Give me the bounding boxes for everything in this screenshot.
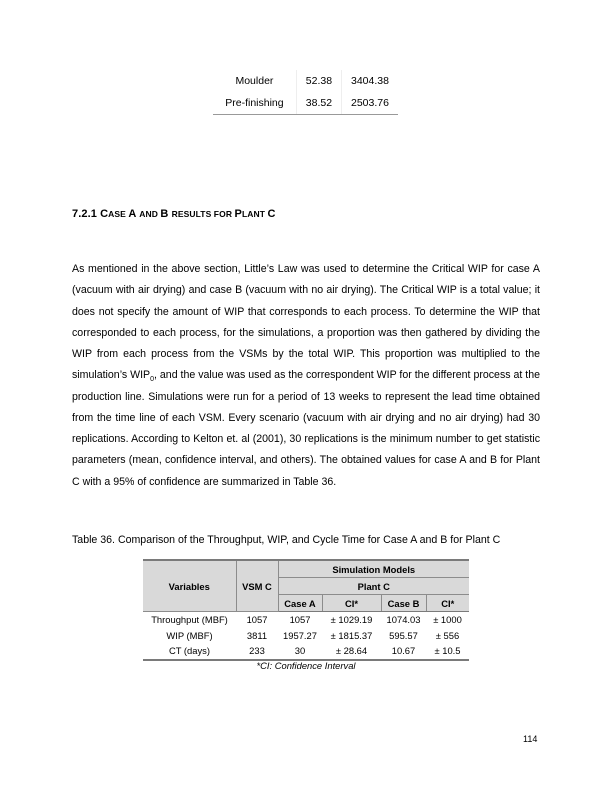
title-part: C bbox=[100, 208, 109, 220]
body-paragraph bbox=[72, 259, 540, 493]
table-row bbox=[143, 612, 469, 628]
section-title bbox=[100, 208, 275, 220]
header-case-a: Case A bbox=[278, 595, 322, 612]
header-variables: Variables bbox=[143, 560, 236, 612]
title-part: C bbox=[267, 208, 276, 220]
cell-ci: ± 10.5 bbox=[426, 643, 469, 660]
table-row bbox=[143, 643, 469, 660]
page-number: 114 bbox=[523, 734, 538, 744]
title-part: P bbox=[234, 208, 242, 220]
cell-case-a: 1057 bbox=[289, 614, 311, 626]
cell-variable: Throughput (MBF) bbox=[151, 614, 228, 626]
cell-case-a: 30 bbox=[278, 643, 322, 660]
title-part: AND bbox=[139, 209, 161, 219]
paragraph-text: As mentioned in the above section, Little’s Law was used to determine the Critical WIP for case A (vacuum with air drying) and case B (vacuum with no air drying). The Critical WIP is a total value; it does not specify the amount of WIP that corresponds to each process. To determine the WIP that corresponded to each process, for the simulations, a proportion was then gathered by dividing the WIP from each process from the VSMs by the total WIP. This proportion was multiplied to the simulation’s WIP bbox=[72, 263, 540, 382]
header-vsm: VSM C bbox=[236, 560, 278, 612]
value-1: 38.52 bbox=[296, 92, 341, 115]
title-part: B bbox=[160, 208, 172, 220]
header-case-b: Case B bbox=[381, 595, 426, 612]
title-part: LANT bbox=[241, 209, 268, 219]
continued-table bbox=[213, 70, 398, 115]
paragraph-text: , and the value was used as the correspondent WIP for the different process at the production line. Simulations were run for a period of 13 weeks to represent the lead time obtained from the time line of each VSM. Every scenario (vacuum with air drying and no air drying) had 30 replications. According to Kelton et. al (2001), 30 replications is the minimum number to get statistic parameters (mean, confidence interval, and others). The obtained values for case A and B for Plant C with a 95% of confidence are summarized in Table 36. bbox=[72, 369, 540, 488]
section-heading bbox=[72, 208, 276, 220]
header-simulation-models: Simulation Models bbox=[278, 560, 469, 578]
table-caption: Table 36. Comparison of the Throughput, WIP, and Cycle Time for Case A and B for Plant C bbox=[72, 534, 501, 546]
comparison-table bbox=[143, 559, 469, 661]
value-2: 3404.38 bbox=[341, 70, 398, 92]
cell-ci: ± 1029.19 bbox=[330, 614, 373, 626]
process-name: Moulder bbox=[235, 75, 274, 87]
cell-vsm: 1057 bbox=[246, 614, 268, 626]
cell-case-b: 595.57 bbox=[389, 629, 418, 641]
header-ci: CI* bbox=[426, 595, 469, 612]
cell-vsm: 3811 bbox=[246, 629, 268, 641]
header-plant: Plant C bbox=[278, 578, 469, 595]
cell-ci: ± 28.64 bbox=[322, 643, 381, 660]
process-name: Pre-finishing bbox=[213, 92, 296, 115]
table-footnote: *CI: Confidence Interval bbox=[256, 660, 356, 671]
cell-variable: WIP (MBF) bbox=[166, 629, 213, 641]
title-part: RESULTS FOR bbox=[171, 209, 235, 219]
header-row bbox=[143, 560, 469, 578]
subscript: 0 bbox=[150, 376, 155, 384]
cell-case-b: 10.67 bbox=[381, 643, 426, 660]
value-2: 2503.76 bbox=[341, 92, 398, 115]
cell-variable: CT (days) bbox=[143, 643, 236, 660]
table-row bbox=[213, 92, 398, 115]
table-row bbox=[213, 70, 398, 92]
value-1: 52.38 bbox=[296, 70, 341, 92]
title-part: ASE bbox=[108, 209, 129, 219]
cell-ci: ± 556 bbox=[435, 629, 460, 641]
cell-case-b: 1074.03 bbox=[386, 614, 421, 626]
title-part: A bbox=[128, 208, 140, 220]
cell-ci: ± 1815.37 bbox=[330, 629, 373, 641]
header-ci: CI* bbox=[322, 595, 381, 612]
cell-case-a: 1957.27 bbox=[283, 629, 317, 641]
cell-ci: ± 1000 bbox=[433, 614, 462, 626]
cell-vsm: 233 bbox=[236, 643, 278, 660]
table-row bbox=[143, 628, 469, 644]
section-number: 7.2.1 bbox=[72, 208, 97, 220]
